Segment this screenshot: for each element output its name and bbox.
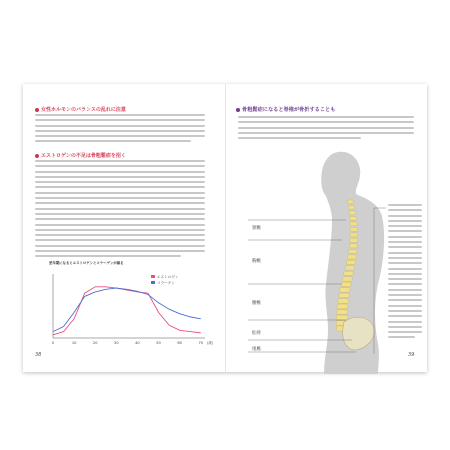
vertebra <box>350 233 358 237</box>
vertebra <box>337 304 348 309</box>
vertebra <box>344 271 353 275</box>
book-spread <box>23 84 427 372</box>
left-paragraph-2-lines <box>35 160 205 261</box>
chart-xtick-label: 0 <box>51 341 55 345</box>
vertebra <box>349 211 356 215</box>
vertebra <box>341 282 351 287</box>
chart-xtick-label: 40 <box>135 341 140 345</box>
chart-legend-swatch-0 <box>151 275 155 278</box>
vertebra <box>348 205 354 209</box>
bullet-icon <box>35 108 39 112</box>
vertebra <box>337 310 348 315</box>
vertebra <box>350 238 358 242</box>
vertebra <box>349 249 357 253</box>
left-page <box>23 84 225 372</box>
right-page-number: 39 <box>408 352 415 358</box>
label-thoracic: 胸椎 <box>252 259 262 264</box>
vertebra <box>340 288 350 293</box>
bullet-icon <box>236 108 240 112</box>
bullet-icon <box>35 154 39 158</box>
label-lumbar: 腰椎 <box>252 301 262 306</box>
vertebra <box>348 255 357 259</box>
vertebra <box>342 277 352 281</box>
left-heading-2-text: エストロゲンの不足は骨粗鬆症を招く <box>41 153 126 159</box>
vertebra <box>346 260 355 264</box>
vertebra <box>347 200 353 204</box>
label-sacrum: 仙骨 <box>252 331 262 336</box>
chart-xtick-label: 50 <box>156 341 161 345</box>
chart-legend-label-0: エストロゲン <box>157 275 179 279</box>
chart-xtick-label: 30 <box>114 341 119 345</box>
right-heading <box>236 106 335 113</box>
vertebra <box>345 266 354 270</box>
left-heading-1 <box>35 106 126 113</box>
vertebra <box>349 244 357 248</box>
vertebra <box>350 227 357 231</box>
right-paragraph-lines <box>238 116 414 142</box>
label-cervical: 頸椎 <box>252 226 262 231</box>
left-heading-1-text: 女性ホルモンのバランスの乱れに注意 <box>41 107 126 113</box>
chart-legend-swatch-1 <box>151 281 155 284</box>
vertebra <box>339 293 349 298</box>
chart-xtick-label: 70 <box>198 341 204 345</box>
chart-series-line-1 <box>53 288 201 332</box>
vertebra <box>350 216 357 220</box>
chart-xtick-label: 10 <box>71 341 77 345</box>
vertebra <box>338 299 349 304</box>
right-heading-text: 骨粗鬆症になると脊椎が骨折することも <box>242 107 336 113</box>
label-coccyx: 尾椎 <box>252 347 262 352</box>
vertebra <box>350 222 357 226</box>
right-side-note-lines <box>388 204 422 342</box>
chart-xtick-label: 20 <box>92 341 98 345</box>
chart-title: 更年期になるとエストロゲンとコラーゲンが減る <box>49 261 124 265</box>
estrogen-collagen-chart <box>33 262 213 352</box>
chart-legend-label-1: コラーゲン <box>157 281 175 285</box>
left-page-number: 38 <box>35 352 42 358</box>
right-page <box>225 84 427 372</box>
chart-xunit-label: (歳) <box>207 341 213 345</box>
vertebra <box>336 315 347 320</box>
chart-xtick-label: 60 <box>177 341 182 345</box>
left-paragraph-1-lines <box>35 114 205 146</box>
left-heading-2 <box>35 152 126 159</box>
chart-axes <box>53 274 205 338</box>
